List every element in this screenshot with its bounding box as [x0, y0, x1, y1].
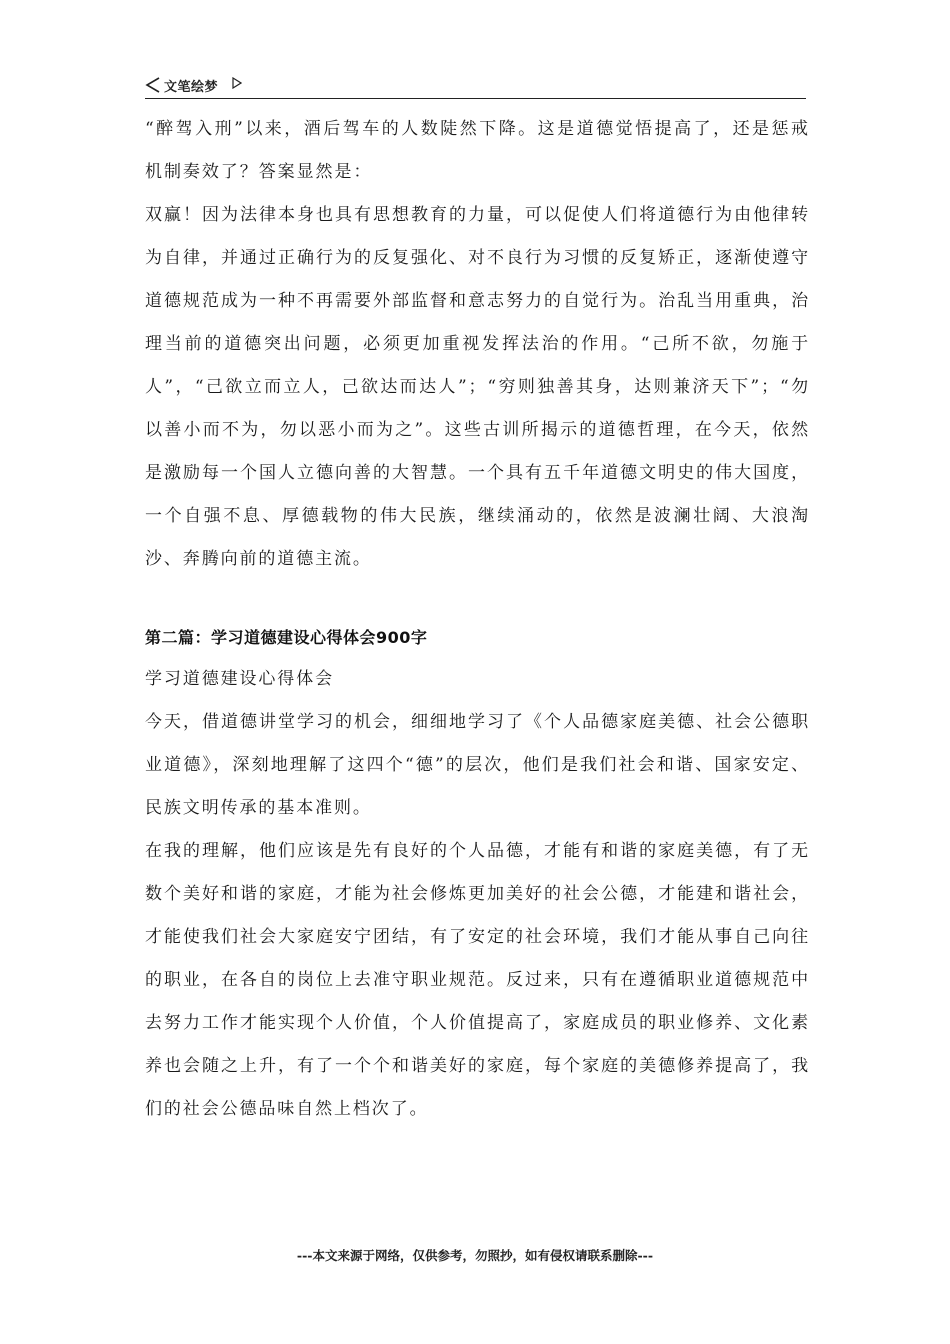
left-triangle-icon	[145, 76, 161, 94]
document-body	[145, 108, 810, 1131]
page-header	[145, 74, 806, 99]
paragraph: 今天，借道德讲堂学习的机会，细细地学习了《个人品德家庭美德、社会公德职业道德》，深刻地理解了这四个“德”的层次，他们是我们社会和谐、国家安定、民族文明传承的基本准则。	[145, 712, 810, 818]
right-triangle-icon	[232, 77, 242, 89]
page-footer: ---本文来源于网络，仅供参考，勿照抄，如有侵权请联系删除---	[296, 1248, 654, 1263]
section-heading: 第二篇：学习道德建设心得体会900字	[145, 628, 428, 647]
paragraph: 双赢！因为法律本身也具有思想教育的力量，可以促使人们将道德行为由他律转为自律，并通过正确行为的反复强化、对不良行为习惯的反复矫正，逐渐使遵守道德规范成为一种不再需要外部监督和意志努力的自觉行为。治乱当用重典，治理当前的道德突出问题，必须更加重视发挥法治的作用。“己所不欲，勿施于人”，“己欲立而立人，己欲达而达人”；“穷则独善其身，达则兼济天下”；“勿以善小而不为，勿以恶小而为之”。这些古训所揭示的道德哲理，在今天，依然是激励每一个国人立德向善的大智慧。一个具有五千年道德文明史的伟大国度，一个自强不息、厚德载物的伟大民族，继续涌动的，依然是波澜壮阔、大浪淘沙、奔腾向前的道德主流。	[145, 205, 810, 569]
header-title: 文笔绘梦	[164, 80, 219, 95]
paragraph: 在我的理解，他们应该是先有良好的个人品德，才能有和谐的家庭美德，有了无数个美好和谐的家庭，才能为社会修炼更加美好的社会公德，才能建和谐社会，才能使我们社会大家庭安宁团结，有了安定的社会环境，我们才能从事自己向往的职业，在各自的岗位上去准守职业规范。反过来，只有在遵循职业道德规范中去努力工作才能实现个人价值，个人价值提高了，家庭成员的职业修养、文化素养也会随之上升，有了一个个和谐美好的家庭，每个家庭的美德修养提高了，我们的社会公德品味自然上档次了。	[145, 841, 810, 1119]
section-spacer	[145, 581, 810, 617]
paragraph: “醉驾入刑”以来，酒后驾车的人数陡然下降。这是道德觉悟提高了，还是惩戒机制奏效了？答案显然是：	[145, 119, 810, 182]
section-subtitle: 学习道德建设心得体会	[145, 669, 334, 689]
